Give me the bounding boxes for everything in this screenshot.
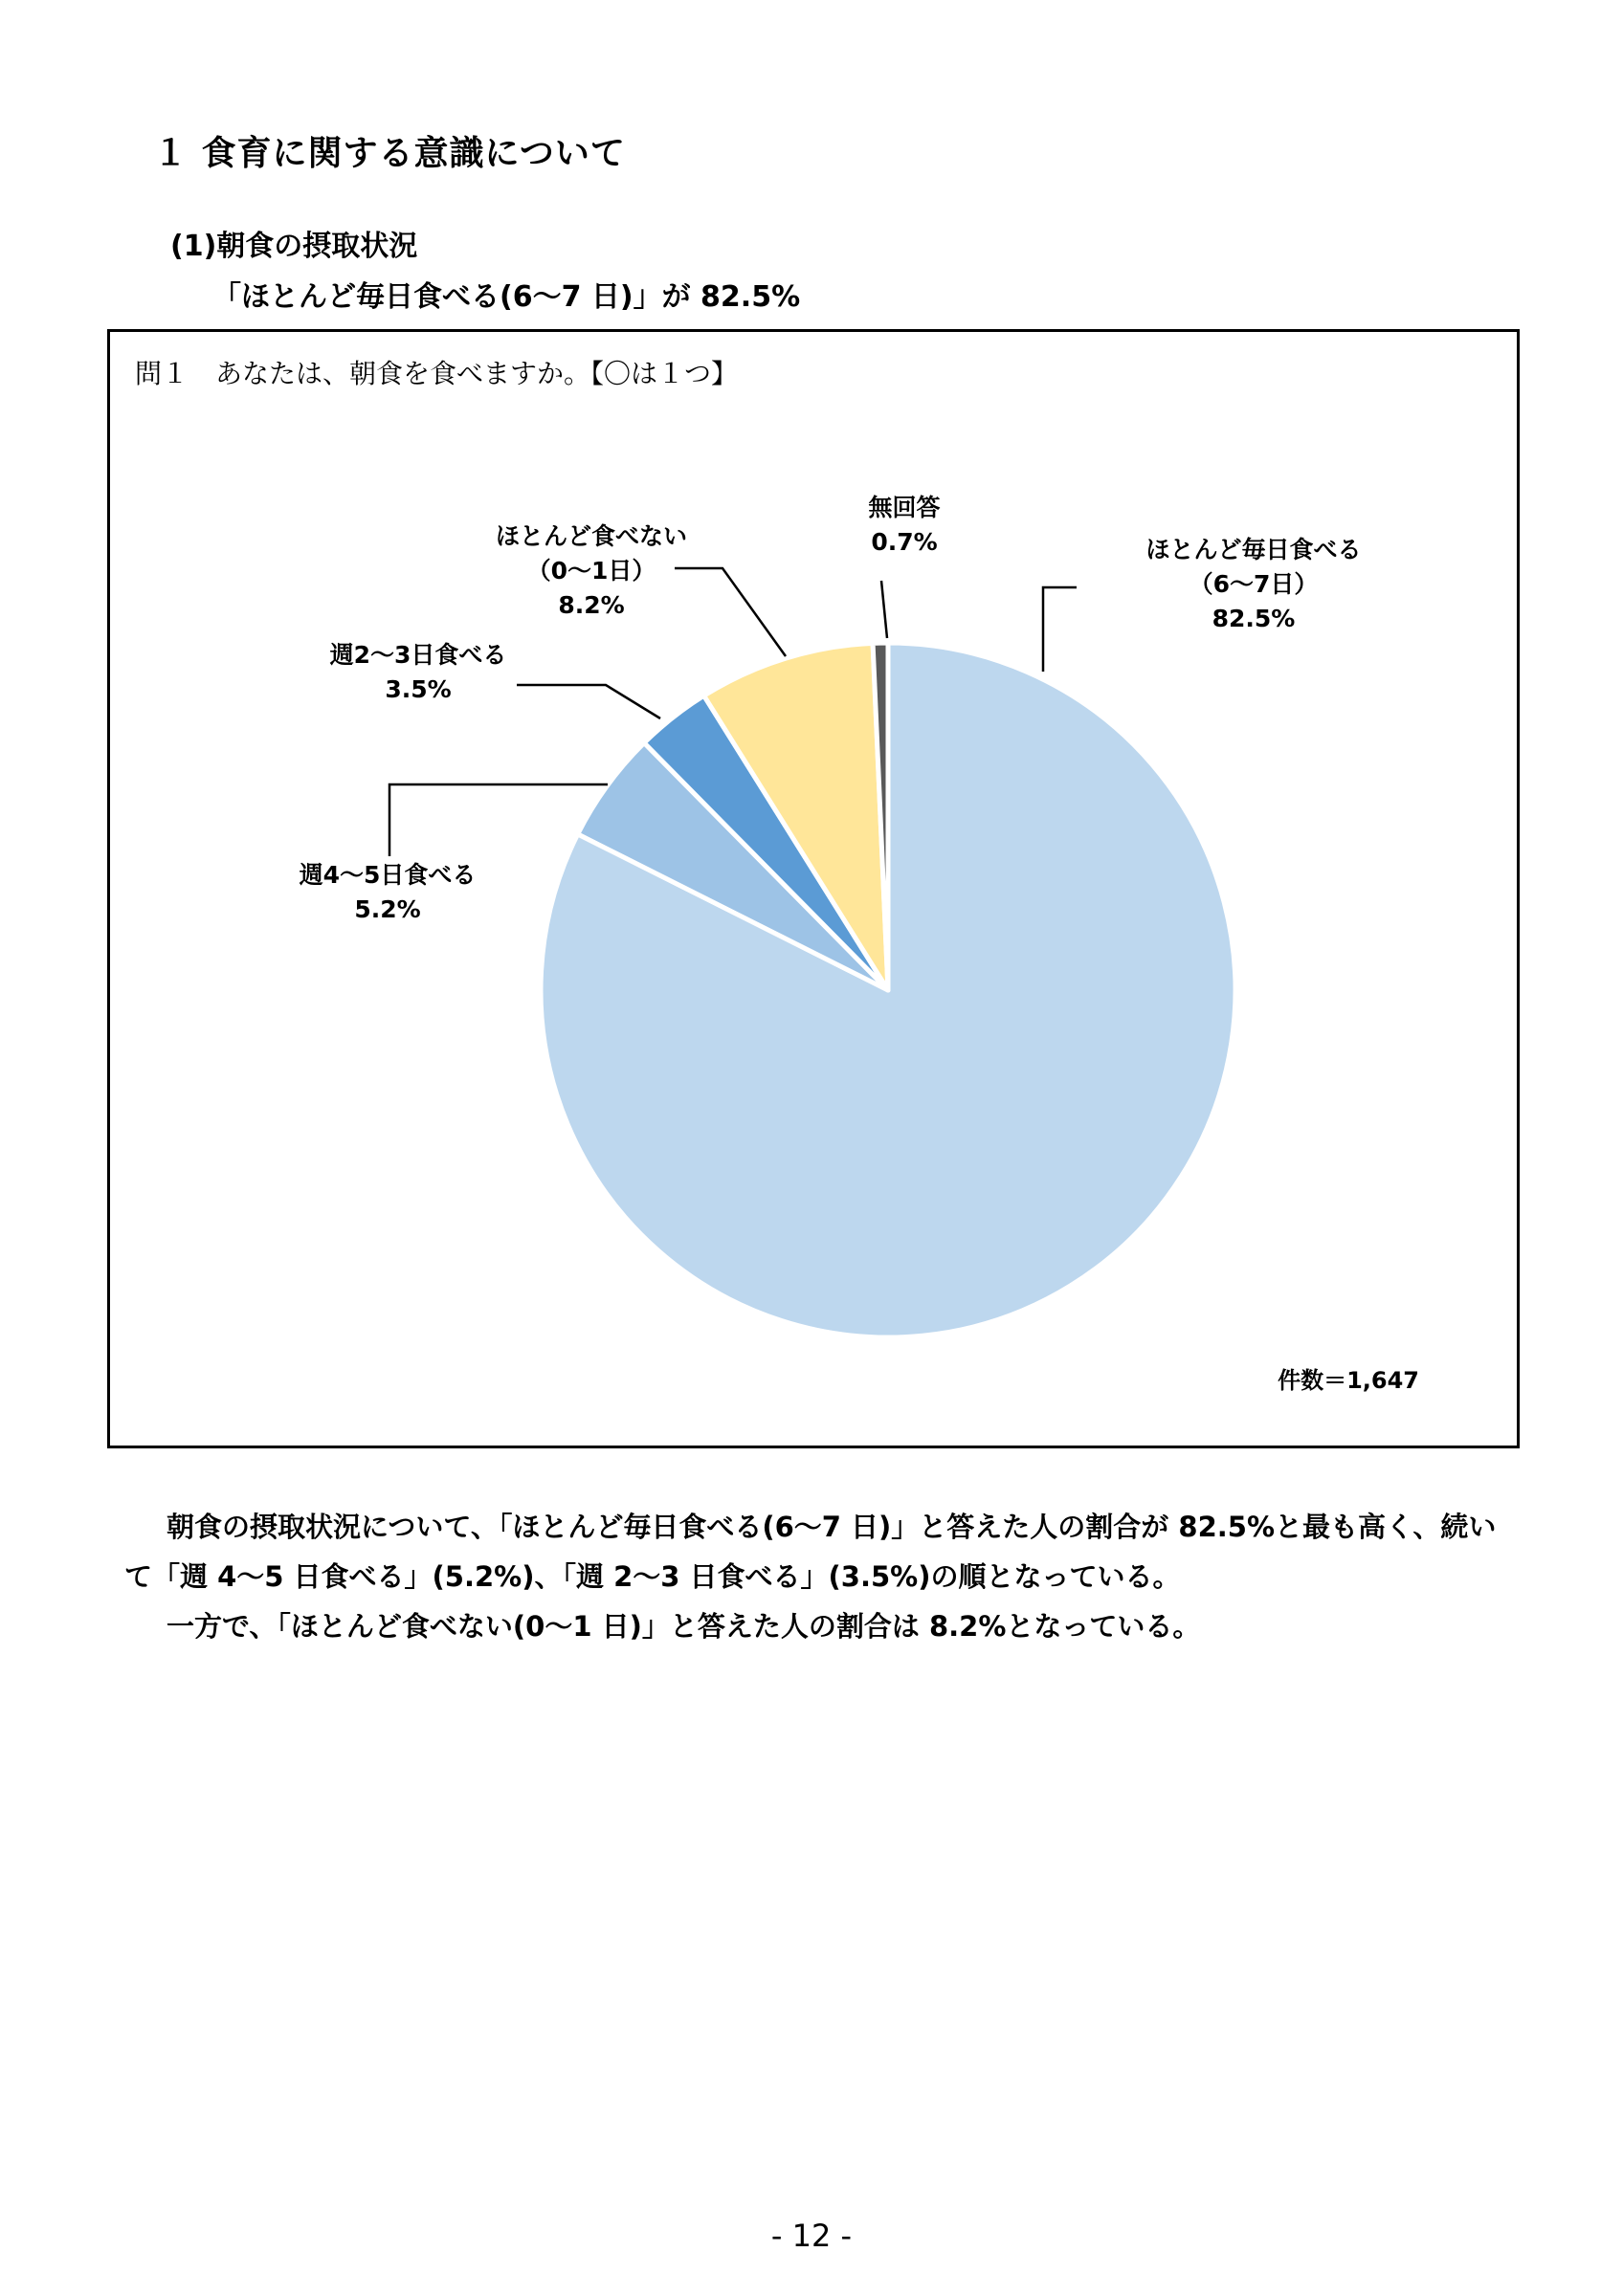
slice-label-2: 週2～3日食べる 3.5% — [329, 641, 507, 703]
slice-value-3: 8.2% — [558, 591, 625, 619]
pie-chart — [110, 332, 1517, 1446]
body-paragraph-2: 一方で、「ほとんど食べない(0～1 日)」と答えた人の割合は 8.2%となっている。 — [167, 1610, 1201, 1643]
slice-value-4: 0.7% — [871, 528, 938, 556]
slice-value-2: 3.5% — [385, 675, 452, 703]
leader-line-2 — [517, 685, 660, 718]
slice-label-3: ほとんど食べない（0～1日） 8.2% — [495, 522, 688, 619]
slice-label-1: 週4～5日食べる 5.2% — [299, 861, 477, 923]
leader-line-3 — [675, 568, 786, 656]
page-number: - 12 - — [770, 2218, 853, 2254]
body-paragraph-1: 朝食の摂取状況について、「ほとんど毎日食べる(6～7 日)」と答えた人の割合が 82.5%と最も高く、続いて「週 4～5 日食べる」(5.2%)、「週 2～3 日食べる」(3.5%)の順となっている。 — [124, 1511, 1497, 1593]
chart-box — [107, 329, 1520, 1448]
subsection-headline: 「ほとんど毎日食べる(6～7 日)」が 82.5% — [212, 280, 801, 314]
leader-line-0 — [1043, 587, 1077, 672]
slice-label-0: ほとんど毎日食べる（6～7日） 82.5% — [1145, 536, 1362, 632]
slice-value-1: 5.2% — [354, 895, 421, 923]
section-title: １ 食育に関する意識について — [153, 134, 626, 173]
slice-label-4: 無回答 0.7% — [868, 494, 941, 556]
leader-line-4 — [881, 581, 887, 638]
sample-size: 件数＝1,647 — [1278, 1367, 1419, 1394]
slice-value-0: 82.5% — [1212, 605, 1296, 632]
subsection-title: (1)朝食の摂取状況 — [170, 230, 418, 263]
body-text — [124, 1502, 1502, 1651]
question-text: 問１ あなたは、朝食を食べますか。【〇は１つ】 — [135, 358, 739, 389]
